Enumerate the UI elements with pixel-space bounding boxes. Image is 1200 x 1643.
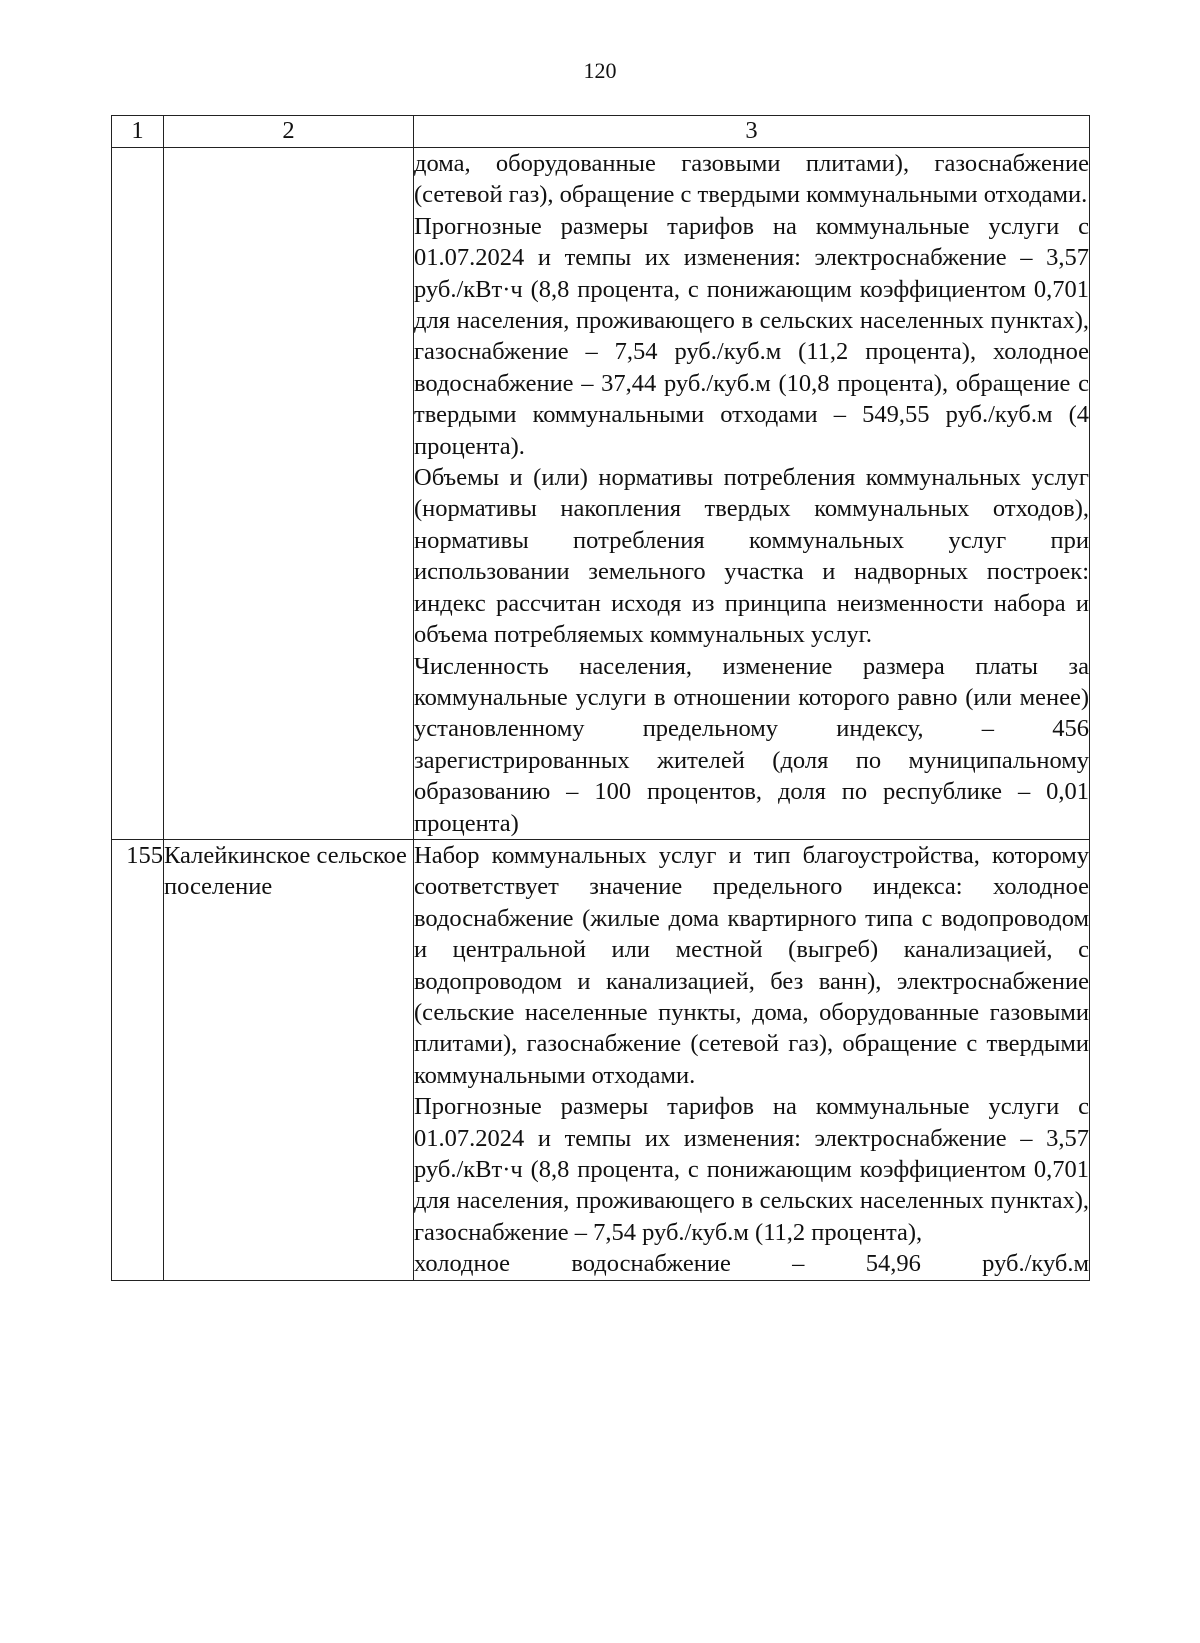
row-number-cell: 155 xyxy=(112,839,164,1280)
paragraph: Набор коммунальных услуг и тип благоустройства, которому соответствует значение предельного индекса: холодное водоснабжение (жилые дома квартирного типа с водопроводом и центральной или местной (выгреб) канализацией, с водопроводом и канализацией, без ванн), электроснабжение (сельские населенные пункты, дома, оборудованные газовыми плитами), газоснабжение (сетевой газ), обращение с твердыми коммунальными отходами. xyxy=(414,841,1089,1089)
page-number: 120 xyxy=(583,58,617,83)
tariff-table xyxy=(111,115,1090,1281)
paragraph: Объемы и (или) нормативы потребления коммунальных услуг (нормативы накопления твердых коммунальных отходов), нормативы потребления коммунальных услуг при использовании земельного участка и надворных построек: индекс рассчитан исходя из принципа неизменности набора и объема потребляемых коммунальных услуг. xyxy=(414,464,1089,649)
paragraph: Прогнозные размеры тарифов на коммунальные услуги с 01.07.2024 и темпы их изменения: электроснабжение – 3,57 руб./кВт·ч (8,8 процента, с понижающим коэффициентом 0,701 для населения, проживающего в сельских населенных пунктах), газоснабжение – 7,54 руб./куб.м (11,2 процента), xyxy=(414,1093,1089,1246)
table-header-row xyxy=(112,116,1090,148)
column-header-number: 1 xyxy=(112,116,164,148)
settlement-name-cell: Калейкинское сельское поселение xyxy=(164,839,414,1280)
settlement-name-cell xyxy=(164,148,414,840)
paragraph: дома, оборудованные газовыми плитами), газоснабжение (сетевой газ), обращение с твердыми коммунальными отходами. xyxy=(414,150,1089,209)
continued-line: холодное водоснабжение – 54,96 руб./куб.м xyxy=(414,1250,1089,1278)
column-header-name: 2 xyxy=(164,116,414,148)
row-number-cell xyxy=(112,148,164,840)
table-row xyxy=(112,148,1090,840)
paragraph: Прогнозные размеры тарифов на коммунальные услуги с 01.07.2024 и темпы их изменения: электроснабжение – 3,57 руб./кВт·ч (8,8 процента, с понижающим коэффициентом 0,701 для населения, проживающего в сельских населенных пунктах), газоснабжение – 7,54 руб./куб.м (11,2 процента), холодное водоснабжение – 37,44 руб./куб.м (10,8 процента), обращение с твердыми коммунальными отходами – 549,55 руб./куб.м (4 процента). xyxy=(414,212,1089,460)
description-cell xyxy=(414,839,1090,1280)
table-row xyxy=(112,839,1090,1280)
column-header-description: 3 xyxy=(414,116,1090,148)
paragraph: Численность населения, изменение размера платы за коммунальные услуги в отношении которого равно (или менее) установленному предельному индексу, – 456 зарегистрированных жителей (доля по муниципальному образованию – 100 процентов, доля по республике – 0,01 процента) xyxy=(414,652,1089,837)
description-cell xyxy=(414,148,1090,840)
